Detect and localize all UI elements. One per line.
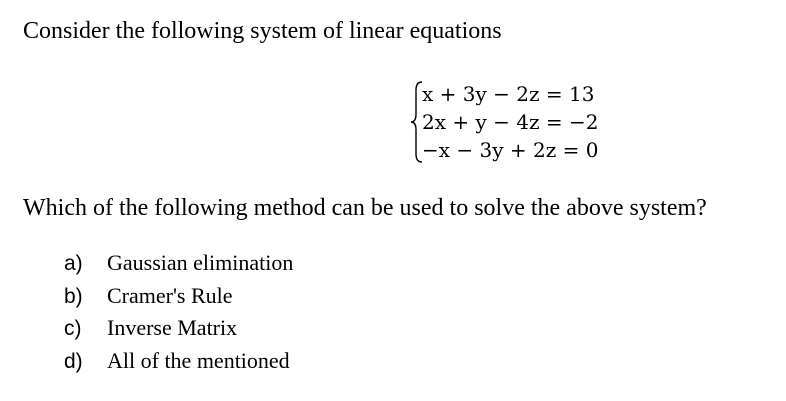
answer-options [64, 247, 293, 377]
equation-2: 2x + y − 4z = −2 [422, 110, 599, 134]
option-marker: d) [64, 349, 83, 373]
intro-text: Consider the following system of linear equations [23, 18, 502, 44]
equation-system [410, 80, 625, 164]
option-marker: a) [64, 252, 83, 275]
option-label: Inverse Matrix [107, 315, 238, 340]
question-text: Which of the following method can be used to solve the above system? [23, 195, 707, 221]
equation-1: x + 3y − 2z = 13 [422, 82, 595, 106]
option-label: All of the mentioned [107, 347, 290, 373]
option-b [64, 280, 293, 313]
option-label: Cramer's Rule [107, 282, 233, 308]
option-marker: c) [64, 317, 82, 340]
option-d [64, 345, 293, 378]
equation-3: −x − 3y + 2z = 0 [422, 138, 599, 162]
option-c [64, 312, 293, 345]
equations [422, 80, 598, 164]
option-a [64, 247, 293, 280]
option-label: Gaussian elimination [107, 250, 294, 275]
option-marker: b) [64, 284, 83, 308]
